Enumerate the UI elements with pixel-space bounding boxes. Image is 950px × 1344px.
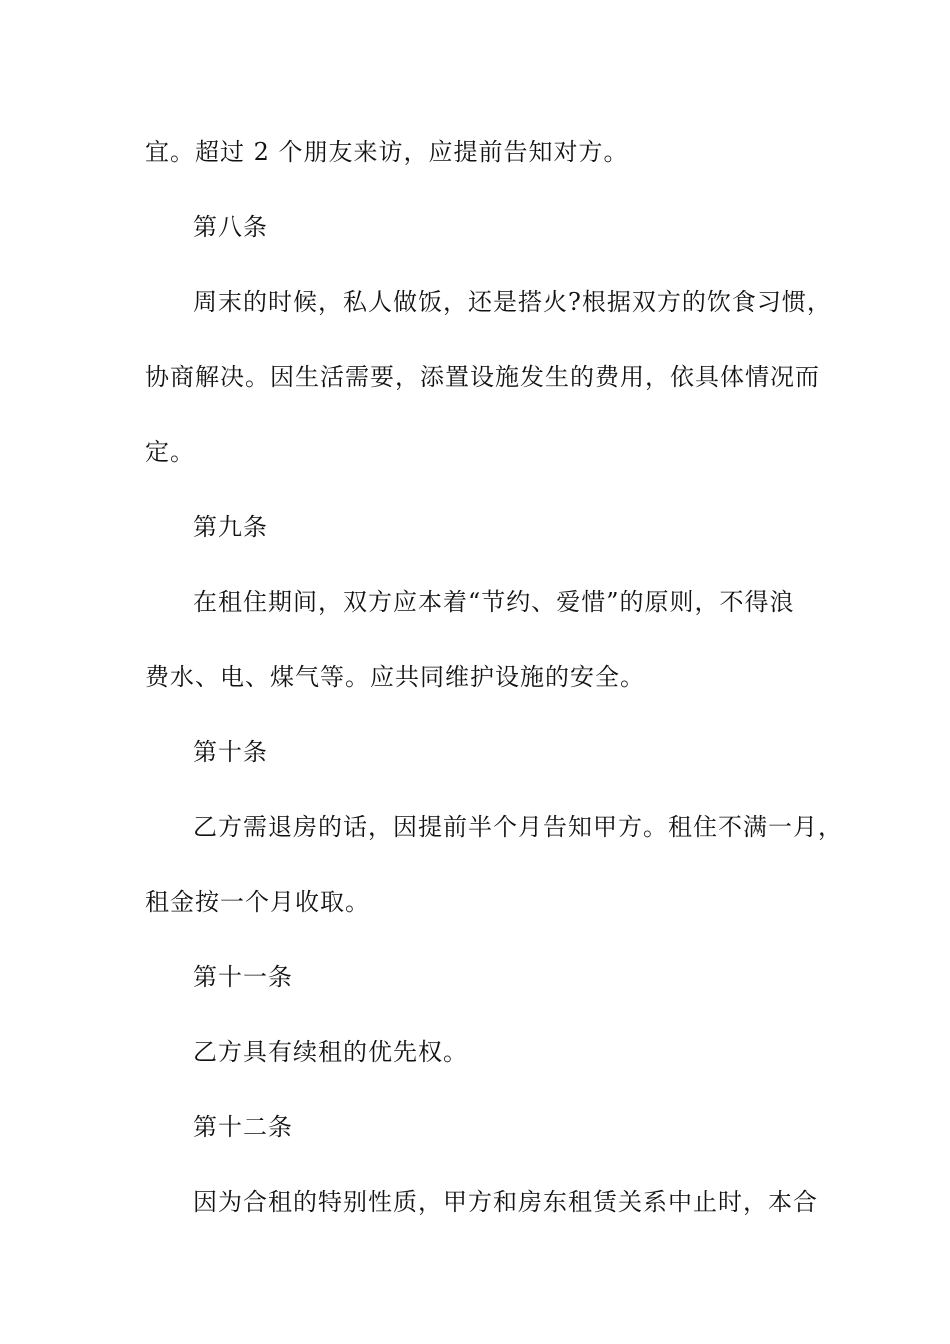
article-heading-9: 第九条 [193, 513, 268, 541]
text-line-continuation: 宜。超过 2 个朋友来访，应提前告知对方。 [145, 138, 629, 166]
paragraph-line: 乙方需退房的话，因提前半个月告知甲方。租住不满一月， [193, 813, 843, 841]
paragraph-line: 定。 [145, 438, 195, 466]
paragraph-line: 在租住期间，双方应本着“节约、爱惜”的原则，不得浪 [193, 588, 795, 616]
article-heading-10: 第十条 [193, 738, 268, 766]
article-heading-12: 第十二条 [193, 1113, 293, 1141]
article-heading-8: 第八条 [193, 213, 268, 241]
paragraph-line: 租金按一个月收取。 [145, 888, 370, 916]
paragraph-line: 周末的时候，私人做饭，还是搭火?根据双方的饮食习惯， [193, 288, 832, 316]
paragraph-line: 费水、电、煤气等。应共同维护设施的安全。 [145, 663, 645, 691]
paragraph-line: 协商解决。因生活需要，添置设施发生的费用，依具体情况而 [145, 363, 820, 391]
article-heading-11: 第十一条 [193, 963, 293, 991]
paragraph-line: 乙方具有续租的优先权。 [193, 1038, 468, 1066]
paragraph-line: 因为合租的特别性质，甲方和房东租赁关系中止时，本合 [193, 1188, 818, 1216]
